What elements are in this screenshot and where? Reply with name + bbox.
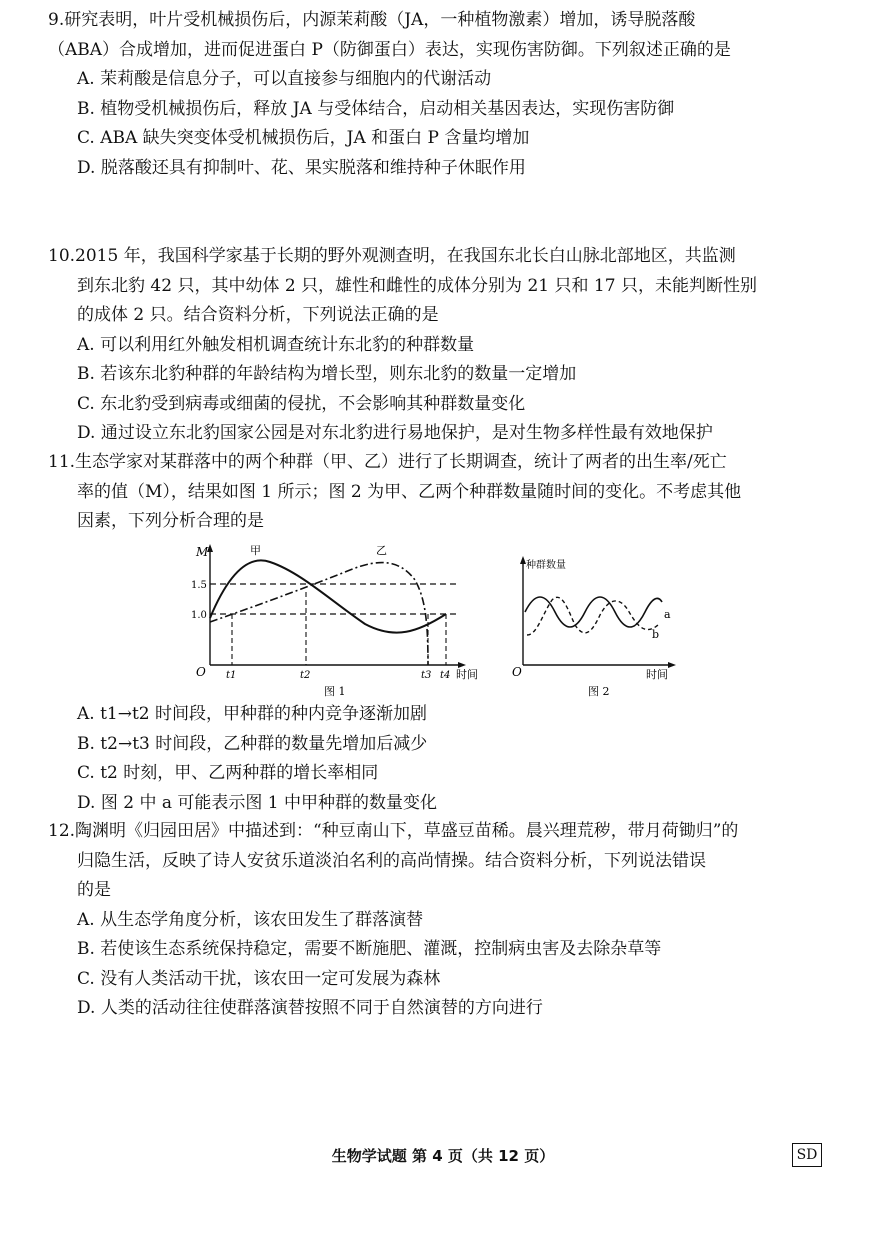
q12-stem-line-1: 12.陶渊明《归园田居》中描述到：“种豆南山下，草盛豆苗稀。晨兴理荒秽，带月荷锄归”的 [48, 821, 739, 841]
fig1-x-label: 时间 [456, 668, 478, 681]
sd-badge: SD [792, 1143, 822, 1167]
q9-option-d: D. 脱落酸还具有抑制叶、花、果实脱落和维持种子休眠作用 [77, 157, 526, 178]
q12-option-d: D. 人类的活动往往使群落演替按照不同于自然演替的方向进行 [77, 998, 543, 1018]
q10-option-c: C. 东北豹受到病毒或细菌的侵扰，不会影响其种群数量变化 [77, 393, 526, 414]
q11-stem-line-2: 率的值（M），结果如图 1 所示；图 2 为甲、乙两个种群数量随时间的变化。不考虑其他 [77, 481, 742, 502]
q9-option-b: B. 植物受机械损伤后，释放 JA 与受体结合，启动相关基因表达，实现伤害防御 [77, 98, 675, 119]
question-11 [48, 448, 838, 537]
q11-figures [190, 540, 690, 700]
fig2-label-b: b [652, 628, 660, 641]
fig1-caption: 图 1 [324, 685, 346, 698]
fig1-x-tick-t1: t1 [226, 670, 237, 681]
fig1-label-yi: 乙 [376, 544, 387, 557]
q12-stem-line-2: 归隐生活，反映了诗人安贫乐道淡泊名利的高尚情操。结合资料分析，下列说法错误 [77, 850, 706, 871]
fig1-x-tick-t4: t4 [440, 670, 451, 681]
q9-number: 9. [48, 10, 65, 30]
q10-stem-line-3: 的成体 2 只。结合资料分析，下列说法正确的是 [77, 305, 439, 325]
q11-stem-line-3: 因素，下列分析合理的是 [77, 511, 264, 531]
q12-stem-line-3: 的是 [77, 880, 111, 900]
q10-number: 10. [48, 246, 76, 266]
q10-stem-line-2: 到东北豹 42 只，其中幼体 2 只，雄性和雌性的成体分别为 21 只和 17 只，未能判断性别 [77, 275, 757, 296]
fig1-y-tick-1-0: 1.0 [191, 610, 207, 621]
fig2-x-label: 时间 [646, 668, 668, 681]
q9-option-a: A. 茉莉酸是信息分子，可以直接参与细胞内的代谢活动 [77, 69, 492, 89]
q11-number: 11. [48, 452, 76, 472]
question-9 [48, 6, 838, 183]
q12-option-b: B. 若使该生态系统保持稳定，需要不断施肥、灌溉，控制病虫害及去除杂草等 [77, 939, 662, 959]
q9-stem-line-1: 9.研究表明，叶片受机械损伤后，内源茉莉酸（JA，一种植物激素）增加，诱导脱落酸 [48, 10, 696, 30]
q11-option-b: B. t2→t3 时间段，乙种群的数量先增加后减少 [77, 733, 428, 754]
question-12 [48, 817, 838, 1024]
fig2-label-a: a [664, 608, 671, 621]
q12-option-c: C. 没有人类活动干扰，该农田一定可发展为森林 [77, 968, 441, 989]
fig1-label-jia: 甲 [250, 544, 261, 557]
fig2-y-label: 种群数量 [526, 560, 566, 571]
page-footer: 生物学试题 第 4 页（共 12 页） [331, 1147, 555, 1165]
figure-1 [191, 544, 478, 698]
fig1-x-tick-t3: t3 [421, 670, 432, 681]
question-11-options [48, 700, 838, 818]
fig1-x-tick-t2: t2 [300, 670, 311, 681]
q10-stem-line-1: 10.2015 年，我国科学家基于长期的野外观测查明，在我国东北长白山脉北部地区，共监测 [48, 246, 736, 266]
fig2-origin: O [512, 665, 522, 679]
fig2-x-arrow [668, 662, 676, 668]
fig1-y-tick-1-5: 1.5 [191, 580, 207, 591]
q9-option-c: C. ABA 缺失突变体受机械损伤后，JA 和蛋白 P 含量均增加 [77, 128, 530, 148]
fig2-caption: 图 2 [588, 685, 610, 698]
q10-option-d: D. 通过设立东北豹国家公园是对东北豹进行易地保护，是对生物多样性最有效地保护 [77, 423, 713, 443]
figure-2 [512, 556, 676, 698]
fig1-origin: O [196, 665, 206, 679]
q11-figures-svg [190, 540, 690, 700]
q10-option-b: B. 若该东北豹种群的年龄结构为增长型，则东北豹的数量一定增加 [77, 364, 577, 384]
q9-stem-line-2: （ABA）合成增加，进而促进蛋白 P（防御蛋白）表达，实现伤害防御。下列叙述正确的是 [48, 39, 731, 60]
q11-option-a: A. t1→t2 时间段，甲种群的种内竞争逐渐加剧 [77, 704, 428, 724]
q10-option-a: A. 可以利用红外触发相机调查统计东北豹的种群数量 [77, 334, 475, 355]
q11-option-c: C. t2 时刻，甲、乙两种群的增长率相同 [77, 763, 379, 783]
q11-stem-line-1: 11.生态学家对某群落中的两个种群（甲、乙）进行了长期调查，统计了两者的出生率/死亡 [48, 452, 727, 472]
question-10 [48, 242, 838, 449]
q12-number: 12. [48, 821, 76, 841]
fig2-curve-dashed [527, 597, 658, 635]
fig1-y-label: M [196, 545, 209, 559]
fig1-curve-jia [210, 560, 446, 632]
q11-option-d: D. 图 2 中 a 可能表示图 1 中甲种群的数量变化 [77, 792, 438, 813]
q12-option-a: A. 从生态学角度分析，该农田发生了群落演替 [77, 909, 424, 930]
